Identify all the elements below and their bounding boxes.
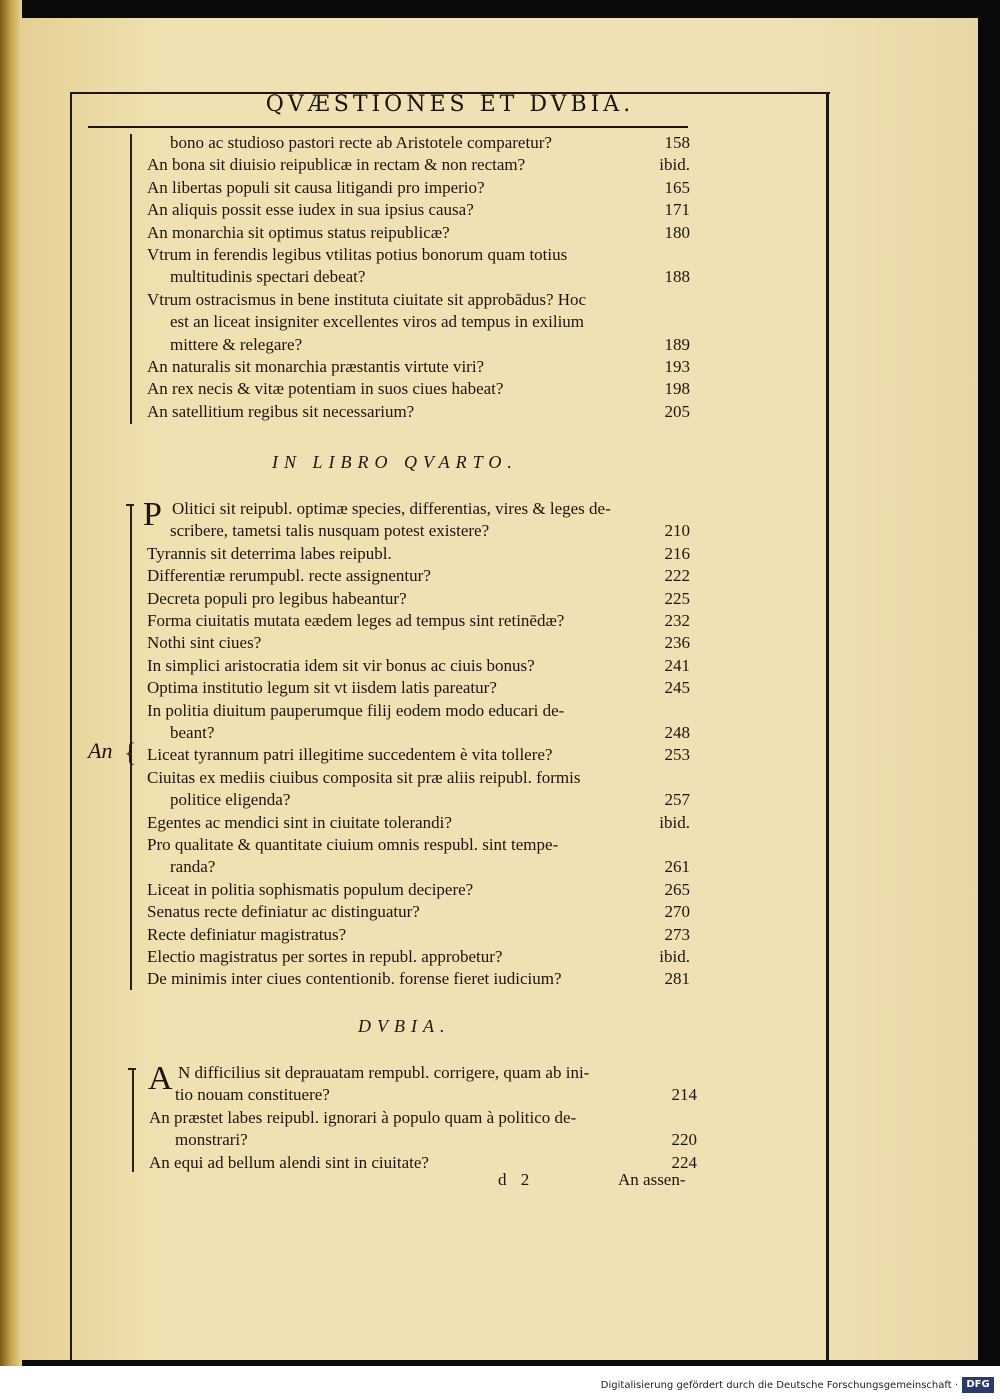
toc-entry-text: Olitici sit reipubl. optimæ species, differentias, vires & leges de- [172, 499, 611, 518]
toc-entry-text: An monarchia sit optimus status reipublicæ? [147, 222, 450, 242]
toc-entry-text: randa? [170, 857, 216, 877]
toc-entry-text: beant? [170, 723, 215, 742]
toc-entry-text: De minimis inter ciues contentionib. forense fieret iudicium? [147, 969, 562, 989]
toc-entry-text: An aliquis possit esse iudex in sua ipsius causa? [147, 200, 474, 220]
right-frame-rule [826, 92, 829, 1360]
toc-entry-page: ibid. [659, 947, 690, 966]
toc-entry-page: 171 [664, 200, 690, 220]
toc-entry-text: Pro qualitate & quantitate ciuium omnis respubl. sint tempe- [147, 835, 559, 854]
section-heading-liber-quartus: IN LIBRO QVARTO. [272, 452, 518, 472]
toc-entry-text: Recte definiatur magistratus? [147, 924, 347, 944]
toc-entry-text: In simplici aristocratia idem sit vir bonus ac ciuis bonus? [147, 655, 535, 675]
toc-entry-text: An satellitium regibus sit necessarium? [147, 401, 415, 421]
toc-entry-text: An libertas populi sit causa litigandi pro imperio? [147, 177, 485, 197]
toc-entry-page: 245 [664, 678, 690, 698]
dfg-logo: DFG [962, 1377, 994, 1393]
toc-entry-page: 210 [664, 521, 690, 541]
toc-entry-text: An naturalis sit monarchia præstantis virtute viri? [147, 357, 485, 376]
toc-entry-text: mittere & relegare? [170, 334, 303, 354]
toc-entry-page: 189 [664, 334, 690, 354]
toc-entry-page: 236 [664, 633, 690, 653]
section-3-brace [132, 1068, 134, 1172]
toc-entry-text: Optima institutio legum sit vt iisdem latis pareatur? [147, 678, 497, 698]
digitization-credit: Digitalisierung gefördert durch die Deutsche Forschungsgemeinschaft · [600, 1380, 958, 1391]
toc-entry-text: Vtrum ostracismus in bene instituta ciuitate sit approbādus? Hoc [147, 289, 587, 309]
toc-entry-page: 220 [671, 1130, 697, 1150]
margin-an-label: An [88, 738, 113, 763]
toc-entry-page: 224 [671, 1152, 697, 1172]
toc-entry-text: Ciuitas ex mediis ciuibus composita sit præ aliis reipubl. formis [147, 767, 581, 787]
margin-brace: { [124, 738, 137, 767]
drop-initial-p: P [143, 496, 162, 533]
toc-entry-page: 158 [664, 133, 690, 152]
toc-entry-page: ibid. [659, 812, 690, 832]
toc-entry-text: Electio magistratus per sortes in republ. approbetur? [147, 947, 503, 966]
toc-entry-text: Nothi sint ciues? [147, 633, 262, 653]
toc-entry-text: N difficilius sit deprauatam rempubl. corrigere, quam ab ini- [178, 1063, 590, 1082]
drop-initial-a: A [148, 1060, 173, 1097]
section-heading-dubia: DVBIA. [358, 1016, 451, 1036]
toc-entry-page: 198 [664, 379, 690, 399]
toc-entry-text: Liceat tyrannum patri illegitime succedentem è vita tollere? [147, 745, 553, 765]
toc-entry-page: 241 [664, 655, 690, 675]
toc-entry-page: 273 [664, 924, 690, 944]
toc-entry-page: 216 [664, 543, 690, 563]
toc-entry-text: politice eligenda? [170, 790, 291, 810]
toc-entry-text: An præstet labes reipubl. ignorari à populo quam à politico de- [149, 1107, 577, 1127]
toc-entry-page: 232 [664, 611, 690, 630]
toc-entry-text: scribere, tametsi talis nusquam potest existere? [170, 521, 490, 541]
toc-entry-page: 253 [664, 745, 690, 765]
toc-entry-text: Egentes ac mendici sint in ciuitate tolerandi? [147, 812, 452, 832]
toc-entry-text: An bona sit diuisio reipublicæ in rectam & non rectam? [147, 155, 526, 175]
toc-entry-page: ibid. [659, 155, 690, 175]
toc-entry-text: bono ac studioso pastori recte ab Aristotele comparetur? [170, 133, 552, 152]
signature-mark: d 2 [498, 1170, 530, 1189]
toc-entry-page: 222 [664, 566, 690, 586]
toc-entry-page: 165 [664, 177, 690, 197]
running-head: QVÆSTIONES ET DVBIA. [265, 92, 635, 117]
toc-entry-text: Vtrum in ferendis legibus vtilitas potius bonorum quam totius [147, 245, 568, 264]
toc-entry-text: Liceat in politia sophismatis populum decipere? [147, 879, 474, 899]
head-rule [88, 126, 688, 128]
toc-entry-text: tio nouam constituere? [175, 1085, 330, 1105]
toc-entry-page: 225 [664, 588, 690, 608]
toc-entry-text: In politia diuitum pauperumque filij eodem modo educari de- [147, 700, 565, 720]
book-edge [0, 0, 22, 1366]
toc-entry-page: 270 [664, 902, 690, 922]
toc-entry-text: Tyrannis sit deterrima labes reipubl. [147, 543, 392, 563]
toc-entry-text: An equi ad bellum alendi sint in ciuitate? [149, 1152, 429, 1172]
toc-entry-page: 261 [664, 857, 690, 877]
toc-entry-page: 214 [671, 1085, 697, 1105]
toc-entry-page: 193 [664, 357, 690, 376]
catchword: An assen- [618, 1170, 686, 1189]
toc-entry-text: Differentiæ rerumpubl. recte assignentur? [147, 566, 431, 586]
section-1-brace [130, 134, 132, 424]
toc-entry-page: 205 [664, 401, 690, 421]
toc-entry-text: Decreta populi pro legibus habeantur? [147, 588, 407, 608]
toc-entry-page: 257 [664, 790, 690, 810]
left-frame-rule [70, 92, 72, 1360]
toc-entry-page: 281 [664, 969, 690, 989]
toc-entry-page: 188 [664, 267, 690, 287]
toc-entry-text: Forma ciuitatis mutata eædem leges ad tempus sint retinēdæ? [147, 611, 565, 630]
toc-entry-page: 248 [664, 723, 690, 742]
toc-entry-page: 180 [664, 222, 690, 242]
toc-entry-text: An rex necis & vitæ potentiam in suos ciues habeat? [147, 379, 504, 399]
toc-entry-text: multitudinis spectari debeat? [170, 267, 366, 287]
toc-entry-text: monstrari? [175, 1130, 248, 1150]
toc-entry-text: Senatus recte definiatur ac distinguatur? [147, 902, 420, 922]
toc-entry-text: est an liceat insigniter excellentes viros ad tempus in exilium [170, 312, 585, 332]
toc-entry-page: 265 [664, 879, 690, 899]
